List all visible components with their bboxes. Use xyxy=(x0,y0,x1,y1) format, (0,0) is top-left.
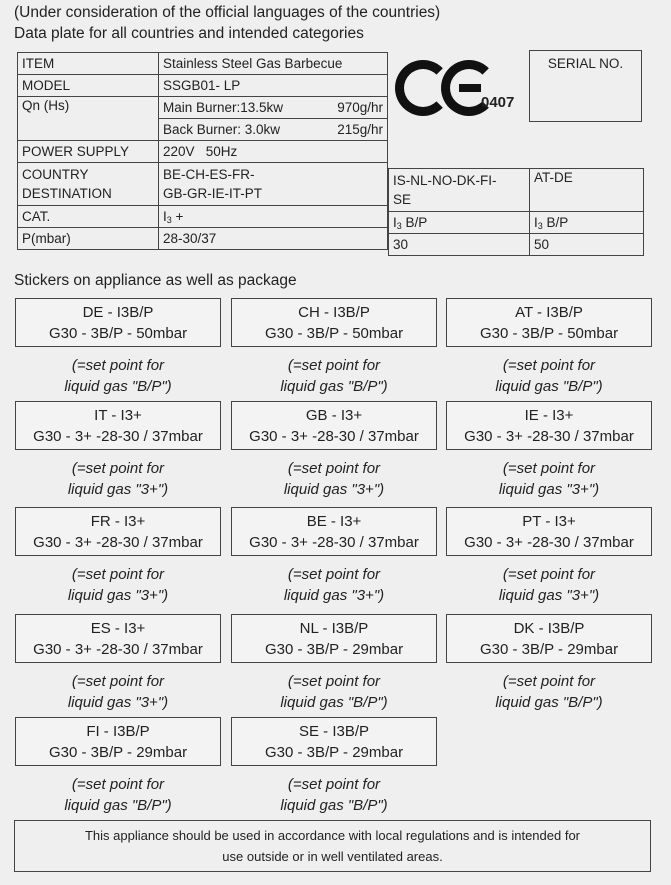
main-burner-rate: 970g/hr xyxy=(337,100,383,115)
sticker-note-line2: liquid gas "B/P") xyxy=(64,797,172,814)
ce-e-bar xyxy=(459,84,481,92)
cat-value-2 xyxy=(389,212,530,234)
country-label-line1: COUNTRY xyxy=(22,167,89,182)
sticker-note xyxy=(231,671,437,713)
sticker-note xyxy=(446,564,652,606)
usage-notice-line1: This appliance should be used in accordance with local regulations and is intended for xyxy=(84,828,581,843)
sticker-note-line2: liquid gas "B/P") xyxy=(495,378,603,395)
table-row xyxy=(389,169,644,212)
sticker-spec: G30 - 3+ -28-30 / 37mbar xyxy=(33,641,203,658)
sticker-note-line1: (=set point for xyxy=(287,460,381,477)
main-burner-power: Main Burner:13.5kw xyxy=(163,100,284,115)
sticker-note-line1: (=set point for xyxy=(71,566,165,583)
sticker-box xyxy=(15,401,221,450)
header-note: (Under consideration of the official languages of the countries) xyxy=(14,4,441,21)
sticker-note-line1: (=set point for xyxy=(502,673,596,690)
qn-label: Qn (Hs) xyxy=(18,97,159,141)
sticker-note-line1: (=set point for xyxy=(287,357,381,374)
power-value: 220V 50Hz xyxy=(159,141,388,163)
sticker-note-line1: (=set point for xyxy=(502,460,596,477)
sticker-spec: G30 - 3+ -28-30 / 37mbar xyxy=(33,428,203,445)
sticker-note xyxy=(15,355,221,397)
sticker-box xyxy=(446,507,652,556)
sticker-spec: G30 - 3B/P - 29mbar xyxy=(264,744,404,761)
country-group-2-line2: SE xyxy=(393,192,412,207)
sticker-box xyxy=(15,298,221,347)
usage-notice-line2: use outside or in well ventilated areas. xyxy=(222,849,443,864)
sticker-title: SE - I3B/P xyxy=(298,723,370,740)
usage-notice xyxy=(14,820,651,872)
sticker-title: ES - I3+ xyxy=(90,620,146,637)
sticker-note xyxy=(231,355,437,397)
cat1-suffix: + xyxy=(171,208,184,224)
serial-number-box xyxy=(529,50,642,122)
sticker-note xyxy=(231,458,437,500)
sticker-note-line2: liquid gas "B/P") xyxy=(64,378,172,395)
sticker-note-line1: (=set point for xyxy=(71,460,165,477)
sticker-title: IE - I3+ xyxy=(524,407,574,424)
sticker-box xyxy=(231,507,437,556)
back-burner-cell xyxy=(159,119,388,141)
sticker-box xyxy=(231,401,437,450)
sticker-box xyxy=(446,401,652,450)
country-group-1-line2: GB-GR-IE-IT-PT xyxy=(163,186,262,201)
sticker-spec: G30 - 3B/P - 29mbar xyxy=(48,744,188,761)
sticker-box xyxy=(231,717,437,766)
sticker-note-line1: (=set point for xyxy=(502,357,596,374)
pressure-value-3: 50 xyxy=(530,234,644,256)
sticker-box xyxy=(231,614,437,663)
pressure-value-1: 28-30/37 xyxy=(159,228,388,250)
sticker-spec: G30 - 3B/P - 50mbar xyxy=(479,325,619,342)
cat3-sub: 3 xyxy=(537,220,543,231)
sticker-note xyxy=(15,564,221,606)
table-row xyxy=(18,163,388,206)
serial-number-label: SERIAL NO. xyxy=(547,56,624,71)
sticker-spec: G30 - 3+ -28-30 / 37mbar xyxy=(464,534,634,551)
power-label: POWER SUPPLY xyxy=(18,141,159,163)
country-group-1 xyxy=(159,163,388,206)
sticker-note-line2: liquid gas "B/P") xyxy=(280,378,388,395)
sticker-note xyxy=(446,671,652,713)
cat-value-1 xyxy=(159,206,388,228)
model-label: MODEL xyxy=(18,75,159,97)
country-group-1-line1: BE-CH-ES-FR- xyxy=(163,167,255,182)
country-group-2-line1: IS-NL-NO-DK-FI- xyxy=(393,173,497,188)
sticker-note-line2: liquid gas "B/P") xyxy=(280,694,388,711)
sticker-note-line2: liquid gas "B/P") xyxy=(495,694,603,711)
sticker-spec: G30 - 3+ -28-30 / 37mbar xyxy=(464,428,634,445)
cat2-suffix: B/P xyxy=(401,214,428,230)
country-label xyxy=(18,163,159,206)
sticker-note-line2: liquid gas "3+") xyxy=(498,481,600,498)
back-burner-power: Back Burner: 3.0kw xyxy=(163,122,281,137)
sticker-spec: G30 - 3B/P - 29mbar xyxy=(479,641,619,658)
ce-mark-logo xyxy=(395,58,523,122)
sticker-box xyxy=(15,717,221,766)
sticker-box xyxy=(446,614,652,663)
sticker-note-line1: (=set point for xyxy=(71,776,165,793)
sticker-note-line1: (=set point for xyxy=(502,566,596,583)
sticker-title: GB - I3+ xyxy=(305,407,363,424)
cat2-sub: 3 xyxy=(396,220,402,231)
cat-label: CAT. xyxy=(18,206,159,228)
sticker-spec: G30 - 3B/P - 29mbar xyxy=(264,641,404,658)
sticker-title: DK - I3B/P xyxy=(513,620,585,637)
sticker-title: CH - I3B/P xyxy=(298,304,370,321)
sticker-box xyxy=(446,298,652,347)
model-value: SSGB01- LP xyxy=(159,75,388,97)
table-row xyxy=(18,141,388,163)
sticker-note-line2: liquid gas "B/P") xyxy=(280,797,388,814)
table-row xyxy=(18,53,388,75)
header-title: Data plate for all countries and intended categories xyxy=(14,25,364,42)
country-group-2 xyxy=(389,169,530,212)
cat1-prefix: I xyxy=(163,208,167,224)
cat3-prefix: I xyxy=(534,214,538,230)
sticker-title: FI - I3B/P xyxy=(86,723,150,740)
sticker-box xyxy=(15,614,221,663)
cat3-suffix: B/P xyxy=(542,214,569,230)
table-row xyxy=(389,234,644,256)
sticker-note-line2: liquid gas "3+") xyxy=(283,587,385,604)
sticker-note-line1: (=set point for xyxy=(287,566,381,583)
sticker-note xyxy=(446,355,652,397)
sticker-note xyxy=(15,671,221,713)
country-label-line2: DESTINATION xyxy=(22,186,112,201)
cat1-sub: 3 xyxy=(166,214,172,225)
sticker-note xyxy=(231,564,437,606)
sticker-spec: G30 - 3B/P - 50mbar xyxy=(264,325,404,342)
sticker-note xyxy=(15,458,221,500)
sticker-title: FR - I3+ xyxy=(90,513,146,530)
main-burner-cell xyxy=(159,97,388,119)
sticker-box xyxy=(231,298,437,347)
sticker-note-line2: liquid gas "3+") xyxy=(498,587,600,604)
sticker-spec: G30 - 3+ -28-30 / 37mbar xyxy=(33,534,203,551)
sticker-note-line1: (=set point for xyxy=(71,357,165,374)
item-value: Stainless Steel Gas Barbecue xyxy=(159,53,388,75)
sticker-note xyxy=(15,774,221,816)
sticker-note-line2: liquid gas "3+") xyxy=(67,587,169,604)
table-row xyxy=(18,75,388,97)
sticker-title: PT - I3+ xyxy=(522,513,576,530)
pressure-value-2: 30 xyxy=(389,234,530,256)
sticker-note-line2: liquid gas "3+") xyxy=(283,481,385,498)
cat2-prefix: I xyxy=(393,214,397,230)
sticker-note-line2: liquid gas "3+") xyxy=(67,694,169,711)
sticker-note xyxy=(231,774,437,816)
data-plate-table xyxy=(17,52,388,250)
stickers-heading: Stickers on appliance as well as package xyxy=(14,272,297,289)
sticker-title: IT - I3+ xyxy=(94,407,142,424)
sticker-spec: G30 - 3+ -28-30 / 37mbar xyxy=(249,428,419,445)
back-burner-rate: 215g/hr xyxy=(337,122,383,137)
sticker-note-line1: (=set point for xyxy=(71,673,165,690)
country-group-3: AT-DE xyxy=(530,169,644,212)
sticker-box xyxy=(15,507,221,556)
sticker-note-line1: (=set point for xyxy=(287,673,381,690)
table-row xyxy=(18,206,388,228)
sticker-note xyxy=(446,458,652,500)
table-row xyxy=(18,228,388,250)
sticker-spec: G30 - 3B/P - 50mbar xyxy=(48,325,188,342)
sticker-title: AT - I3B/P xyxy=(515,304,583,321)
table-row xyxy=(389,212,644,234)
sticker-spec: G30 - 3+ -28-30 / 37mbar xyxy=(249,534,419,551)
item-label: ITEM xyxy=(18,53,159,75)
cat-value-3 xyxy=(530,212,644,234)
sticker-title: DE - I3B/P xyxy=(82,304,154,321)
pressure-label: P(mbar) xyxy=(18,228,159,250)
table-row xyxy=(18,97,388,119)
data-plate-right-table xyxy=(388,168,644,256)
sticker-title: BE - I3+ xyxy=(306,513,362,530)
sticker-note-line1: (=set point for xyxy=(287,776,381,793)
sticker-title: NL - I3B/P xyxy=(299,620,369,637)
sticker-note-line2: liquid gas "3+") xyxy=(67,481,169,498)
ce-notified-body-number: 0407 xyxy=(481,94,515,111)
